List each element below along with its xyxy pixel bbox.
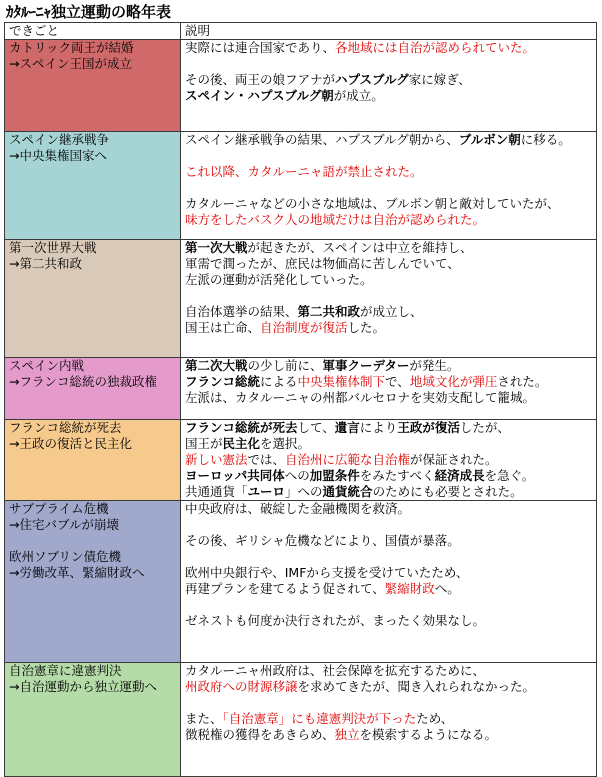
description-cell <box>181 358 597 420</box>
text-segment: が発生。 <box>409 358 460 373</box>
description-line <box>185 679 592 695</box>
description-line <box>185 581 592 597</box>
text-segment: カタルーニャ州政府は、社会保障を拡充するために、 <box>185 663 486 678</box>
event-cell <box>5 132 181 240</box>
text-segment: 徴税権の獲得をあきらめ、 <box>185 727 335 742</box>
description-line <box>185 240 592 256</box>
description-line <box>185 565 592 581</box>
bold-text: 経済成長 <box>434 468 485 483</box>
bold-text: 民主化 <box>222 436 261 451</box>
description-cell <box>181 420 597 501</box>
description-cell <box>181 40 597 132</box>
description-line <box>185 272 592 288</box>
bold-text: フランコ総統 <box>185 374 261 389</box>
text-segment: では、 <box>247 452 286 467</box>
description-line <box>185 212 592 228</box>
text-segment: 中央政府は、破綻した金融機関を救済。 <box>185 501 411 516</box>
description-line <box>185 256 592 272</box>
description-line <box>185 695 592 711</box>
description-line <box>185 517 592 533</box>
description-line <box>185 484 592 500</box>
highlight-text: 中央集権体制下 <box>297 374 386 389</box>
bold-text: 第二共和政 <box>297 304 361 319</box>
timeline-row <box>5 132 597 240</box>
highlight-text: 独立 <box>334 727 360 742</box>
event-cell <box>5 240 181 358</box>
timeline-row <box>5 240 597 358</box>
text-segment: が成立し、 <box>360 304 423 319</box>
text-segment: 再建プランを建てるよう促されて、 <box>185 581 385 596</box>
description-line <box>185 320 592 336</box>
bold-text: ユーロ <box>247 484 286 499</box>
highlight-text: 地域文化が弾圧 <box>409 374 498 389</box>
description-line <box>185 164 592 180</box>
highlight-text: これ以降、カタルーニャ語が禁止された。 <box>185 164 423 179</box>
description-cell <box>181 501 597 663</box>
text-segment: された。 <box>497 374 548 389</box>
text-segment: 家に嫁ぎ、 <box>408 72 471 87</box>
text-segment: を選択。 <box>260 436 311 451</box>
event-line: →スペイン王国が成立 <box>9 56 132 71</box>
description-line <box>185 132 592 148</box>
text-segment: 左派は、カタルーニャの州都バルセロナを実効支配して籠城。 <box>185 390 536 405</box>
event-cell <box>5 358 181 420</box>
description-line <box>185 436 592 452</box>
text-segment: したが、 <box>459 420 510 435</box>
text-segment: スペイン継承戦争の結果、ハプスブルグ朝から、 <box>185 132 459 147</box>
bold-text: 王政が復活 <box>397 420 460 435</box>
description-line <box>185 148 592 164</box>
description-line <box>185 533 592 549</box>
text-segment: が起きたが、スペインは中立を維持し、 <box>247 240 473 255</box>
text-segment: した。 <box>347 320 386 335</box>
description-line <box>185 549 592 565</box>
description-line <box>185 88 592 104</box>
event-line: 欧州ソブリン債危機 <box>9 549 122 564</box>
highlight-text: 「自治憲章」にも違憲判決が下った <box>222 711 417 726</box>
event-line: 第一次世界大戦 <box>9 240 97 255</box>
event-line: →フランコ総統の独裁政権 <box>9 374 157 389</box>
description-line <box>185 452 592 468</box>
bold-text: フランコ総統が死去 <box>185 420 298 435</box>
event-line: カトリック両王が結婚 <box>9 40 134 55</box>
text-segment: のためにも必要とされた。 <box>372 484 523 499</box>
page-title: ｶﾀﾙｰﾆｬ独立運動の略年表 <box>6 3 172 21</box>
description-line <box>185 180 592 196</box>
bold-text: 第二次大戦 <box>185 358 248 373</box>
description-line <box>185 196 592 212</box>
text-segment: カタルーニャなどの小さな地域は、ブルボン朝と敵対していたが、 <box>185 196 560 211</box>
text-segment: への <box>284 468 310 483</box>
bold-text: 軍事クーデター <box>322 358 410 373</box>
description-cell <box>181 240 597 358</box>
timeline-row <box>5 663 597 777</box>
event-line: →第二共和政 <box>9 256 82 271</box>
description-cell <box>181 663 597 777</box>
text-segment: 欧州中央銀行や、IMFから支援を受けていたため、 <box>185 565 469 580</box>
text-segment: また、 <box>185 711 223 726</box>
event-line: →住宅バブルが崩壊 <box>9 517 119 532</box>
event-cell <box>5 663 181 777</box>
text-segment: が成立。 <box>333 88 384 103</box>
description-line <box>185 613 592 629</box>
bold-text: 加盟条件 <box>309 468 360 483</box>
header-row <box>5 23 597 40</box>
text-segment: 国王が <box>185 436 223 451</box>
text-segment: により <box>359 420 398 435</box>
text-segment: その後、両王の娘フアナが <box>185 72 336 87</box>
timeline-row <box>5 420 597 501</box>
event-line: →中央集権国家へ <box>9 148 107 163</box>
highlight-text: 味方をしたバスク人の地域だけは自治が認められた。 <box>185 212 486 227</box>
highlight-text: 緊縮財政 <box>384 581 435 596</box>
text-segment: を求めてきたが、聞き入れられなかった。 <box>297 679 536 694</box>
timeline-table <box>4 22 597 777</box>
event-line: サブプライム危機 <box>9 501 109 516</box>
description-line <box>185 72 592 88</box>
description-line <box>185 663 592 679</box>
event-cell <box>5 501 181 663</box>
highlight-text: 自治州に広範な自治権 <box>285 452 411 467</box>
bold-text: ブルボン朝 <box>458 132 521 147</box>
description-line <box>185 501 592 517</box>
event-cell <box>5 40 181 132</box>
text-segment: に移る。 <box>520 132 571 147</box>
text-segment: 」への <box>285 484 323 499</box>
text-segment: をみたすべく <box>359 468 435 483</box>
description-line <box>185 374 592 390</box>
event-line: →自治運動から独立運動へ <box>9 679 157 694</box>
timeline-row <box>5 40 597 132</box>
bold-text: ヨーロッパ共同体 <box>185 468 285 483</box>
text-segment: して、 <box>297 420 335 435</box>
header-event: できごと <box>5 23 181 40</box>
bold-text: ハプスブルグ <box>335 72 409 87</box>
timeline-row <box>5 358 597 420</box>
highlight-text: 各地域には自治が認められていた。 <box>335 40 536 55</box>
text-segment: ゼネストも何度か決行されたが、まったく効果なし。 <box>185 613 486 628</box>
text-segment: で、 <box>385 374 410 389</box>
event-line: →労働改革、緊縮財政へ <box>9 565 145 580</box>
description-line <box>185 727 592 743</box>
bold-text: スペイン・ハプスブルグ朝 <box>185 88 334 103</box>
description-line <box>185 711 592 727</box>
text-segment: その後、ギリシャ危機などにより、国債が暴落。 <box>185 533 460 548</box>
description-line <box>185 358 592 374</box>
description-line <box>185 288 592 304</box>
highlight-text: 州政府への財源移譲 <box>185 679 298 694</box>
text-segment: 実際には連合国家であり、 <box>185 40 336 55</box>
header-description: 説明 <box>181 23 597 40</box>
text-segment: 軍需で潤ったが、庶民は物価高に苦しんでいて、 <box>185 256 460 271</box>
description-line <box>185 390 592 406</box>
event-line <box>9 533 176 549</box>
description-line <box>185 468 592 484</box>
event-line: スペイン内戦 <box>9 358 85 373</box>
description-line <box>185 304 592 320</box>
bold-text: 通貨統合 <box>322 484 373 499</box>
highlight-text: 新しい憲法 <box>185 452 248 467</box>
text-segment: ため、 <box>416 711 454 726</box>
event-cell <box>5 420 181 501</box>
text-segment: 自治体選挙の結果、 <box>185 304 298 319</box>
text-segment: へ。 <box>434 581 460 596</box>
text-segment: 共通通貨「 <box>185 484 248 499</box>
description-line <box>185 56 592 72</box>
timeline-row <box>5 501 597 663</box>
text-segment: を模索するようになる。 <box>359 727 498 742</box>
description-line <box>185 40 592 56</box>
bold-text: 第一次大戦 <box>185 240 248 255</box>
event-line: スペイン継承戦争 <box>9 132 110 147</box>
event-line: フランコ総統が死去 <box>9 420 122 435</box>
text-segment: の少し前に、 <box>247 358 323 373</box>
description-line <box>185 597 592 613</box>
event-line: →王政の復活と民主化 <box>9 436 132 451</box>
text-segment: 国王は亡命、 <box>185 320 261 335</box>
description-cell <box>181 132 597 240</box>
highlight-text: 自治制度が復活 <box>260 320 348 335</box>
text-segment: が保証された。 <box>410 452 498 467</box>
event-line: 自治憲章に違憲判決 <box>9 663 122 678</box>
bold-text: 遺言 <box>334 420 360 435</box>
text-segment: 左派の運動が活発化していった。 <box>185 272 373 287</box>
text-segment: による <box>260 374 298 389</box>
text-segment: を急ぐ。 <box>484 468 535 483</box>
description-line <box>185 420 592 436</box>
